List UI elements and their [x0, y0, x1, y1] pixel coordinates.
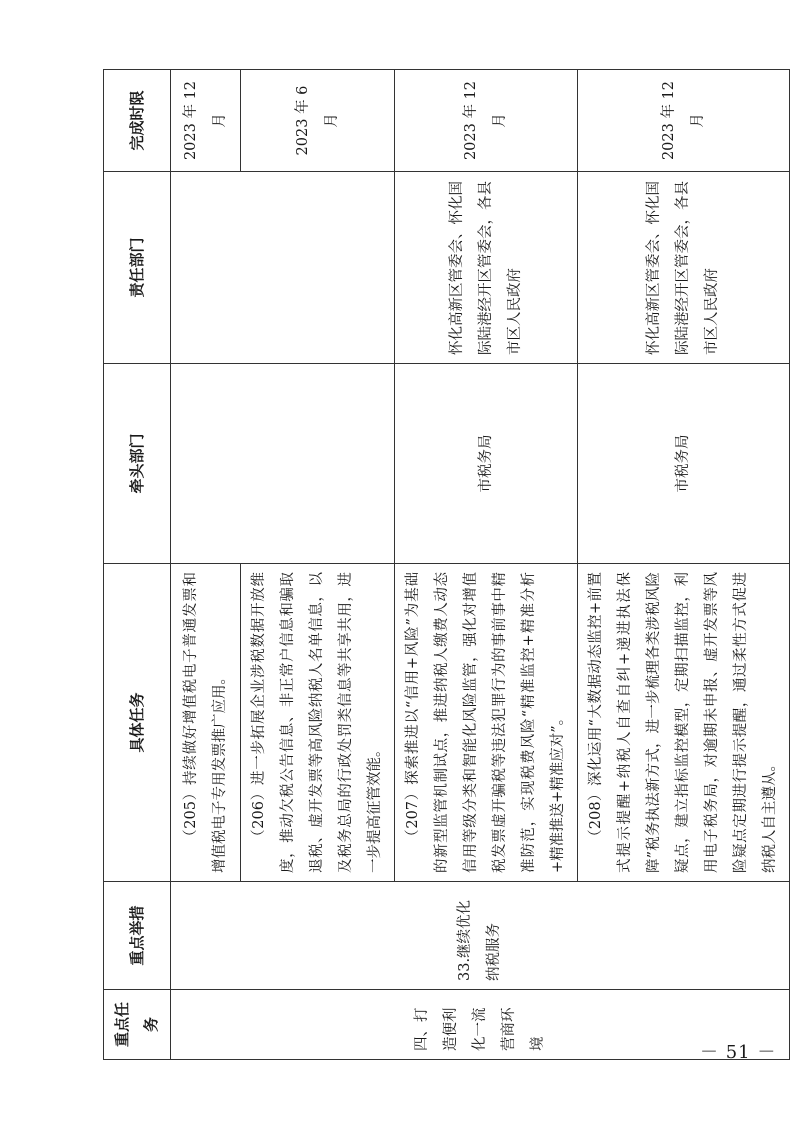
resp-dept-cell: 怀化高新区管委会、怀化国际陆港经开区管委会，各县市区人民政府	[578, 172, 790, 364]
task-text: （208）深化运用“大数据动态监控+前置式提示提醒+纳税人自查自纠+递进执法保障”税务执法新方式，进一步梳理各类涉税风险疑点，建立指标监控模型，定期扫描监控，利用电子税务局，对逾期未申报、虚开发票等风险疑点定期进行提示提醒，通过柔性方式促进纳税人自主遵从。	[588, 572, 778, 873]
table-header-row	[104, 70, 171, 1060]
key-task-cell: 四、打造便利化一流营商环境	[171, 990, 790, 1060]
deadline-cell: 2023 年 6 月	[241, 70, 395, 172]
page-number: － 51 －	[700, 1042, 777, 1063]
header-specific-task: 具体任务	[104, 564, 171, 882]
task-text: （205）持续做好增值税电子普通发票和增值税电子专用发票推广应用。	[182, 572, 228, 873]
task-table	[103, 69, 790, 1060]
task-text: （206）进一步拓展企业涉税数据开放维度，推动欠税公告信息、非正常户信息和骗取退税、虚开发票等高风险纳税人名单信息，以及税务总局的行政处罚类信息等共享共用，进一步提高征管效能。	[251, 572, 383, 873]
header-resp-dept: 责任部门	[104, 172, 171, 364]
header-key-measure: 重点举措	[104, 882, 171, 990]
lead-dept-cell: 市税务局	[395, 364, 578, 564]
header-key-task: 重点任务	[104, 990, 171, 1060]
deadline-cell: 2023 年 12 月	[171, 70, 241, 172]
lead-dept-cell	[171, 364, 395, 564]
key-measure-cell: 33.继续优化纳税服务	[171, 882, 790, 990]
deadline-cell: 2023 年 12 月	[578, 70, 790, 172]
specific-task-cell	[395, 564, 578, 882]
specific-task-cell	[578, 564, 790, 882]
specific-task-cell	[171, 564, 241, 882]
resp-dept-cell: 怀化高新区管委会、怀化国际陆港经开区管委会，各县市区人民政府	[395, 172, 578, 364]
header-lead-dept: 牵头部门	[104, 364, 171, 564]
specific-task-cell	[241, 564, 395, 882]
resp-dept-cell	[171, 172, 395, 364]
header-deadline: 完成时限	[104, 70, 171, 172]
deadline-cell: 2023 年 12 月	[395, 70, 578, 172]
task-text: （207）探索推进以“信用+风险”为基础的新型监管机制试点，推进纳税人缴费人动态信用等级分类和智能化风险监管，强化对增值税发票虚开骗税等违法犯罪行为的事前事中精准防范，实现税费风险“精准监控+精准分析+精准推送+精准应对”。	[405, 572, 566, 873]
lead-dept-cell: 市税务局	[578, 364, 790, 564]
table-row	[171, 70, 241, 1060]
